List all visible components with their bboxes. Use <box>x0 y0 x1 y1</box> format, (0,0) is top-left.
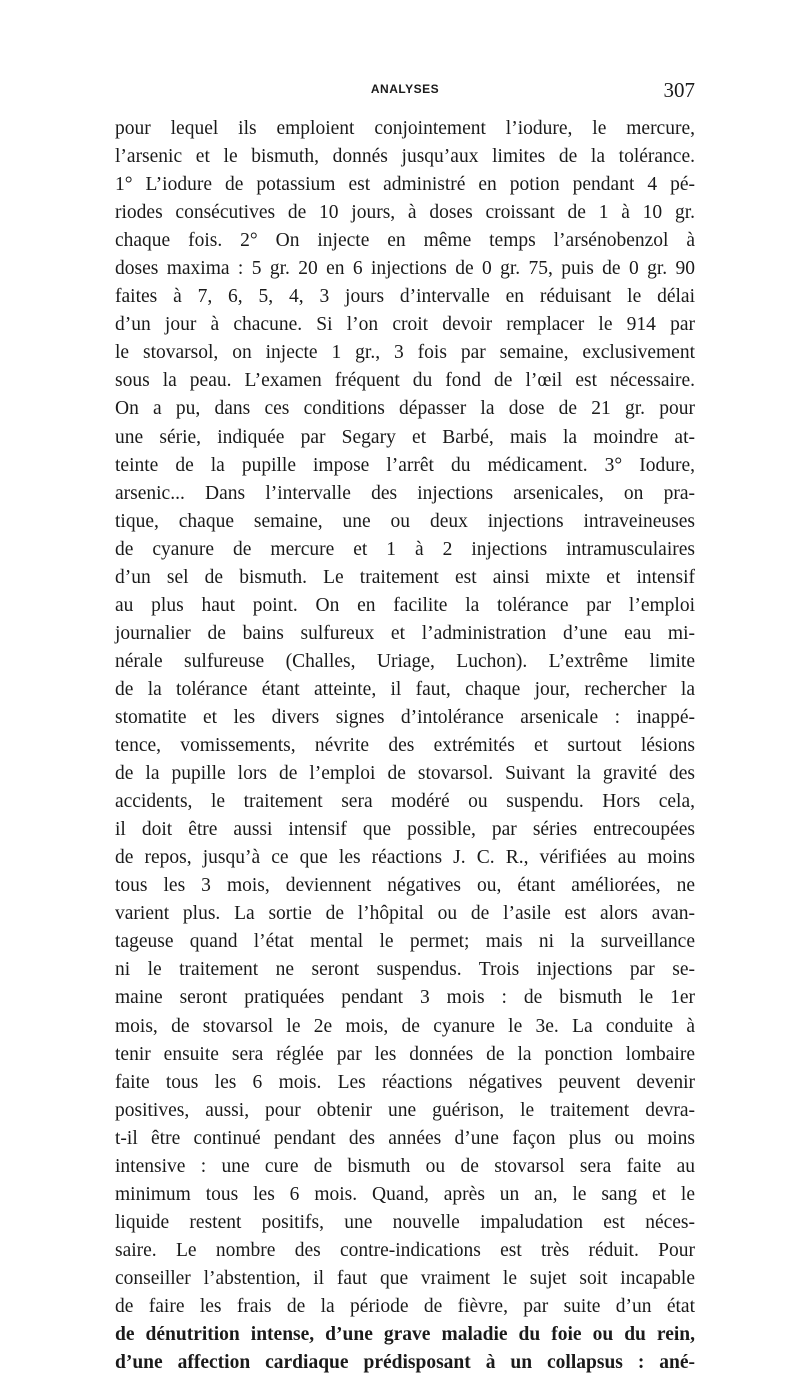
body-text <box>115 115 695 1377</box>
text-line: stomatite et les divers signes d’intolérance arsenicale : inappé- <box>115 706 695 728</box>
text-line: teinte de la pupille impose l’arrêt du médicament. 3° Iodure, <box>115 454 695 476</box>
text-line: maine seront pratiquées pendant 3 mois : de bismuth le 1er <box>115 987 695 1009</box>
text-line: tence, vomissements, névrite des extrémités et surtout lésions <box>115 735 695 757</box>
text-line: liquide restent positifs, une nouvelle impaludation est néces- <box>115 1211 695 1233</box>
text-line: d’une affection cardiaque prédisposant à un collapsus : ané- <box>115 1352 695 1374</box>
text-line: pour lequel ils emploient conjointement l’iodure, le mercure, <box>115 118 695 139</box>
text-line: minimum tous les 6 mois. Quand, après un an, le sang et le <box>115 1183 695 1205</box>
text-line: riodes consécutives de 10 jours, à doses croissant de 1 à 10 gr. <box>115 202 695 224</box>
text-line: varient plus. La sortie de l’hôpital ou de l’asile est alors avan- <box>115 903 695 925</box>
text-line: 1° L’iodure de potassium est administré en potion pendant 4 pé- <box>115 174 695 196</box>
running-head: ANALYSES <box>370 82 440 96</box>
text-line: une série, indiquée par Segary et Barbé, mais la moindre at- <box>115 426 695 448</box>
text-line: faites à 7, 6, 5, 4, 3 jours d’intervalle en réduisant le délai <box>115 286 695 308</box>
text-line: accidents, le traitement sera modéré ou suspendu. Hors cela, <box>115 791 695 813</box>
text-line: tageuse quand l’état mental le permet; mais ni la surveillance <box>115 931 695 953</box>
text-line: On a pu, dans ces conditions dépasser la dose de 21 gr. pour <box>115 398 695 420</box>
text-line: de repos, jusqu’à ce que les réactions J. C. R., vérifiées au moins <box>115 847 695 869</box>
text-line: ni le traitement ne seront suspendus. Trois injections par se- <box>115 959 695 981</box>
text-line: mois, de stovarsol le 2e mois, de cyanure le 3e. La conduite à <box>115 1015 695 1037</box>
page-header <box>115 80 695 100</box>
text-line: t-il être continué pendant des années d’une façon plus ou moins <box>115 1127 695 1149</box>
text-line: chaque fois. 2° On injecte en même temps l’arsénobenzol à <box>115 230 695 252</box>
page-number: 307 <box>663 78 695 102</box>
text-line: de faire les frais de la période de fièvre, par suite d’un état <box>115 1295 695 1317</box>
text-line: de cyanure de mercure et 1 à 2 injections intramusculaires <box>115 538 695 560</box>
text-line: journalier de bains sulfureux et l’administration d’une eau mi- <box>115 622 695 644</box>
text-line: d’un sel de bismuth. Le traitement est ainsi mixte et intensif <box>115 566 695 588</box>
text-line: d’un jour à chacune. Si l’on croit devoir remplacer le 914 par <box>115 314 695 336</box>
text-line: sous la peau. L’examen fréquent du fond de l’œil est nécessaire. <box>115 370 695 392</box>
text-line: de dénutrition intense, d’une grave maladie du foie ou du rein, <box>115 1324 695 1346</box>
text-line: l’arsenic et le bismuth, donnés jusqu’aux limites de la tolérance. <box>115 146 695 168</box>
text-line: tenir ensuite sera réglée par les données de la ponction lombaire <box>115 1043 695 1065</box>
text-line: il doit être aussi intensif que possible, par séries entrecoupées <box>115 819 695 841</box>
text-line: de la tolérance étant atteinte, il faut, chaque jour, rechercher la <box>115 678 695 700</box>
text-line: arsenic... Dans l’intervalle des injections arsenicales, on pra- <box>115 482 695 504</box>
text-line: au plus haut point. On en facilite la tolérance par l’emploi <box>115 594 695 616</box>
text-line: tous les 3 mois, deviennent négatives ou, étant améliorées, ne <box>115 875 695 897</box>
text-line: intensive : une cure de bismuth ou de stovarsol sera faite au <box>115 1155 695 1177</box>
text-line: de la pupille lors de l’emploi de stovarsol. Suivant la gravité des <box>115 763 695 785</box>
text-line: doses maxima : 5 gr. 20 en 6 injections de 0 gr. 75, puis de 0 gr. 90 <box>115 258 695 280</box>
text-line: nérale sulfureuse (Challes, Uriage, Luchon). L’extrême limite <box>115 650 695 672</box>
text-line: positives, aussi, pour obtenir une guérison, le traitement devra- <box>115 1099 695 1121</box>
text-line: le stovarsol, on injecte 1 gr., 3 fois par semaine, exclusivement <box>115 342 695 364</box>
text-line: conseiller l’abstention, il faut que vraiment le sujet soit incapable <box>115 1267 695 1289</box>
text-line: saire. Le nombre des contre-indications est très réduit. Pour <box>115 1239 695 1261</box>
text-line: faite tous les 6 mois. Les réactions négatives peuvent devenir <box>115 1071 695 1093</box>
text-line: tique, chaque semaine, une ou deux injections intraveineuses <box>115 510 695 532</box>
